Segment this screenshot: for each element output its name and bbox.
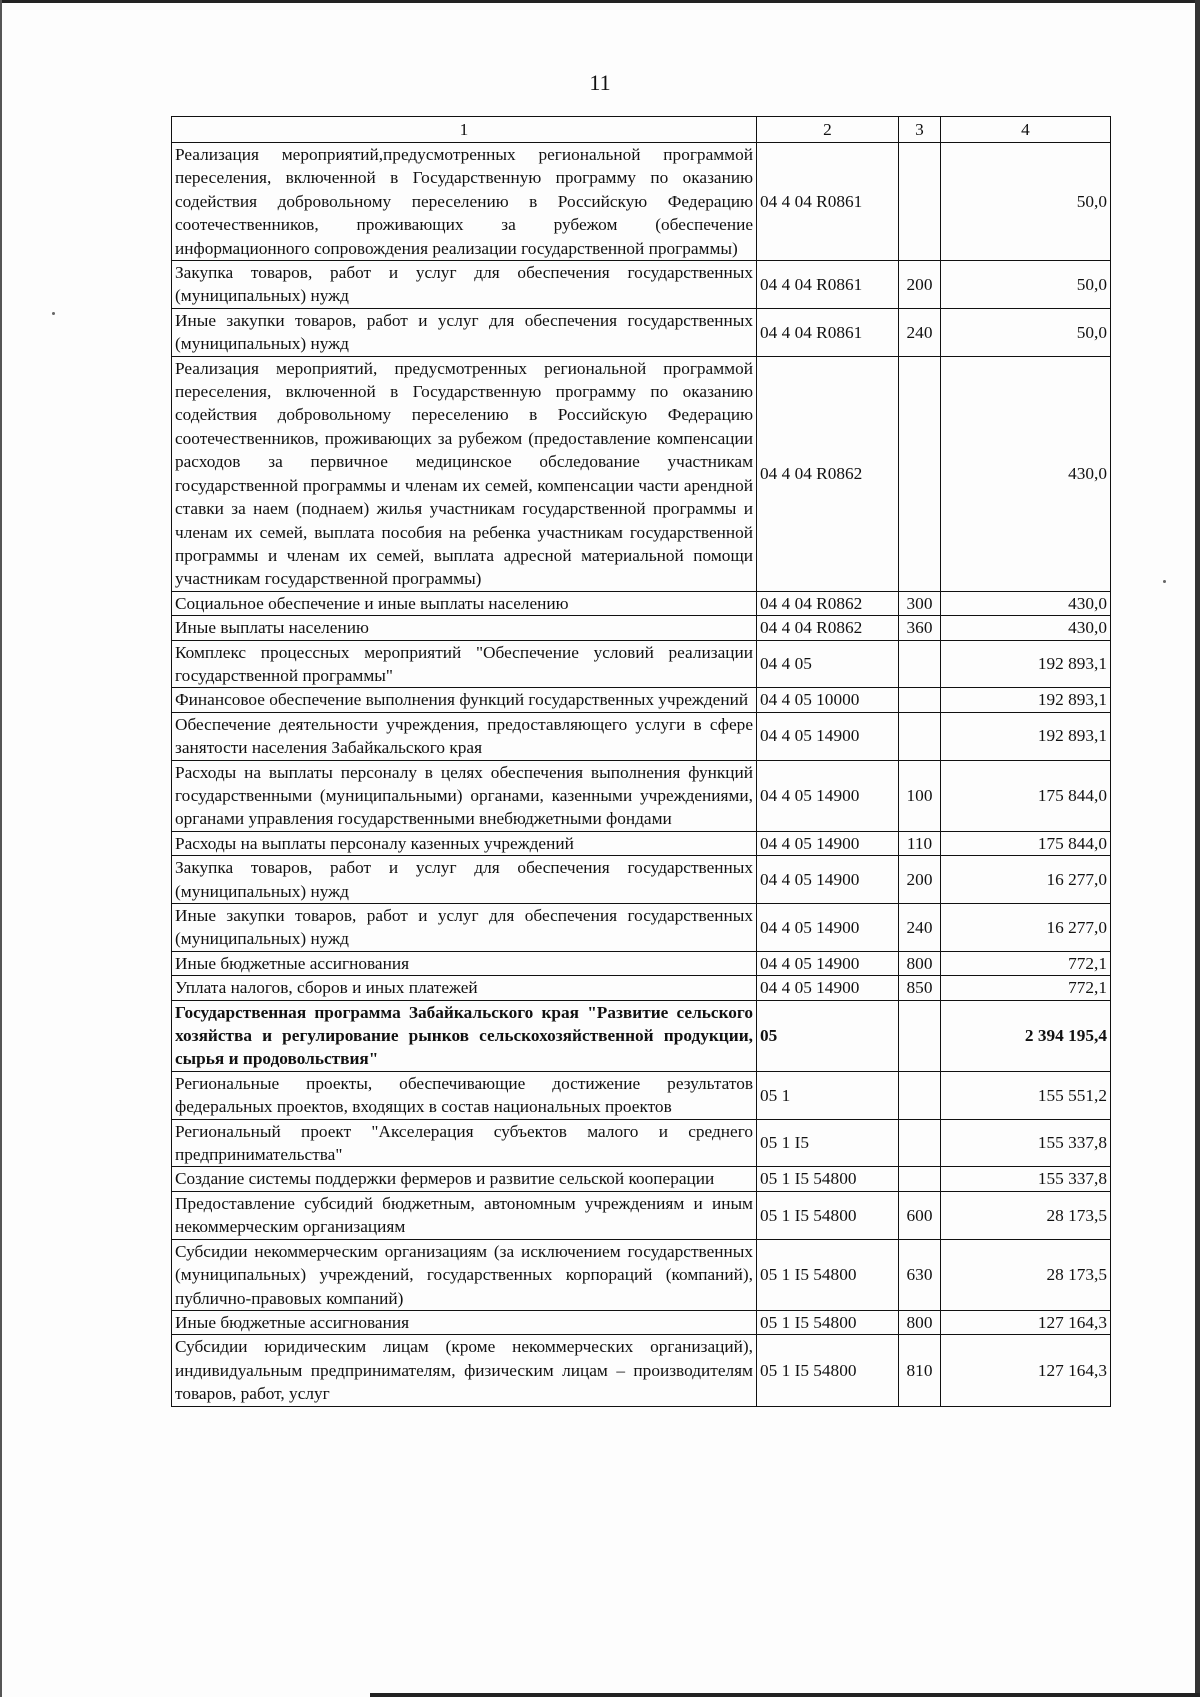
row-expense-type-cell: 240 [899, 308, 941, 356]
row-expense-type-cell: 200 [899, 856, 941, 904]
row-expense-type-cell [899, 1071, 941, 1119]
row-code-cell: 04 4 04 R0861 [757, 143, 899, 261]
column-header-1: 1 [172, 117, 757, 143]
row-amount-cell: 772,1 [941, 976, 1111, 1000]
row-amount-cell: 155 337,8 [941, 1119, 1111, 1167]
row-name-cell: Финансовое обеспечение выполнения функций государственных учреждений [172, 688, 757, 712]
row-name-cell: Иные закупки товаров, работ и услуг для обеспечения государственных (муниципальных) нужд [172, 308, 757, 356]
row-expense-type-cell: 110 [899, 831, 941, 855]
column-header-4: 4 [941, 117, 1111, 143]
row-name-cell: Региональный проект "Акселерация субъектов малого и среднего предпринимательства" [172, 1119, 757, 1167]
row-expense-type-cell: 200 [899, 261, 941, 309]
row-code-cell: 04 4 05 10000 [757, 688, 899, 712]
row-amount-cell: 28 173,5 [941, 1239, 1111, 1310]
row-code-cell: 05 1 I5 54800 [757, 1191, 899, 1239]
table-row [172, 1191, 1111, 1239]
budget-table [171, 116, 1111, 1407]
row-code-cell: 04 4 04 R0861 [757, 308, 899, 356]
row-name-cell: Закупка товаров, работ и услуг для обеспечения государственных (муниципальных) нужд [172, 261, 757, 309]
row-expense-type-cell: 810 [899, 1335, 941, 1406]
table-row [172, 1119, 1111, 1167]
row-name-cell: Обеспечение деятельности учреждения, предоставляющего услуги в сфере занятости населения Забайкальского края [172, 712, 757, 760]
table-row [172, 640, 1111, 688]
row-name-cell: Предоставление субсидий бюджетным, автономным учреждениям и иным некоммерческим организациям [172, 1191, 757, 1239]
row-amount-cell: 175 844,0 [941, 760, 1111, 831]
table-row [172, 760, 1111, 831]
row-code-cell: 04 4 05 14900 [757, 976, 899, 1000]
table-header-row [172, 117, 1111, 143]
row-amount-cell: 430,0 [941, 616, 1111, 640]
table-row [172, 831, 1111, 855]
row-name-cell: Социальное обеспечение и иные выплаты населению [172, 591, 757, 615]
row-name-cell: Закупка товаров, работ и услуг для обеспечения государственных (муниципальных) нужд [172, 856, 757, 904]
table-row [172, 308, 1111, 356]
table-row [172, 1167, 1111, 1191]
row-name-cell: Субсидии юридическим лицам (кроме некоммерческих организаций), индивидуальным предпринимателям, физическим лицам – производителям товаров, работ, услуг [172, 1335, 757, 1406]
row-amount-cell: 16 277,0 [941, 856, 1111, 904]
table-row [172, 591, 1111, 615]
row-expense-type-cell: 240 [899, 904, 941, 952]
row-expense-type-cell: 300 [899, 591, 941, 615]
row-expense-type-cell [899, 356, 941, 591]
table-row [172, 261, 1111, 309]
row-amount-cell: 28 173,5 [941, 1191, 1111, 1239]
row-amount-cell: 50,0 [941, 261, 1111, 309]
row-code-cell: 05 1 [757, 1071, 899, 1119]
scan-speck [52, 312, 55, 315]
row-amount-cell: 16 277,0 [941, 904, 1111, 952]
row-name-cell: Реализация мероприятий,предусмотренных региональной программой переселения, включенной в Государственную программу по оказанию содействия добровольному переселению в Российскую Федерацию соотечественников, проживающих за рубежом (обеспечение информационного сопровождения реализации государственной программы) [172, 143, 757, 261]
row-code-cell: 04 4 04 R0862 [757, 591, 899, 615]
row-amount-cell: 127 164,3 [941, 1335, 1111, 1406]
scan-speck [1163, 580, 1166, 583]
page-number: 11 [589, 70, 611, 95]
row-amount-cell: 155 551,2 [941, 1071, 1111, 1119]
table-row [172, 1335, 1111, 1406]
row-amount-cell: 430,0 [941, 356, 1111, 591]
table-row [172, 1000, 1111, 1071]
row-name-cell: Создание системы поддержки фермеров и развитие сельской кооперации [172, 1167, 757, 1191]
row-name-cell: Расходы на выплаты персоналу казенных учреждений [172, 831, 757, 855]
row-code-cell: 04 4 05 14900 [757, 712, 899, 760]
row-amount-cell: 430,0 [941, 591, 1111, 615]
row-name-cell: Иные выплаты населению [172, 616, 757, 640]
row-code-cell: 05 1 I5 54800 [757, 1167, 899, 1191]
table-row [172, 904, 1111, 952]
row-expense-type-cell [899, 1000, 941, 1071]
row-name-cell: Иные бюджетные ассигнования [172, 951, 757, 975]
scan-edge-top [0, 0, 1200, 3]
row-code-cell: 04 4 05 [757, 640, 899, 688]
table-row [172, 356, 1111, 591]
row-code-cell: 05 1 I5 [757, 1119, 899, 1167]
table-row [172, 951, 1111, 975]
scan-edge-bottom [370, 1693, 1200, 1697]
row-expense-type-cell: 100 [899, 760, 941, 831]
row-amount-cell: 192 893,1 [941, 688, 1111, 712]
row-code-cell: 04 4 04 R0861 [757, 261, 899, 309]
row-code-cell: 05 1 I5 54800 [757, 1239, 899, 1310]
row-code-cell: 04 4 05 14900 [757, 831, 899, 855]
row-code-cell: 05 1 I5 54800 [757, 1310, 899, 1334]
table-row [172, 616, 1111, 640]
table-row [172, 1239, 1111, 1310]
row-code-cell: 05 1 I5 54800 [757, 1335, 899, 1406]
row-code-cell: 05 [757, 1000, 899, 1071]
row-expense-type-cell: 360 [899, 616, 941, 640]
table-row [172, 1310, 1111, 1334]
table-row [172, 976, 1111, 1000]
row-code-cell: 04 4 04 R0862 [757, 616, 899, 640]
row-expense-type-cell [899, 1167, 941, 1191]
row-name-cell: Государственная программа Забайкальского края "Развитие сельского хозяйства и регулирование рынков сельскохозяйственной продукции, сырья и продовольствия" [172, 1000, 757, 1071]
table-row [172, 712, 1111, 760]
row-expense-type-cell [899, 712, 941, 760]
row-amount-cell: 192 893,1 [941, 640, 1111, 688]
row-amount-cell: 175 844,0 [941, 831, 1111, 855]
row-name-cell: Региональные проекты, обеспечивающие достижение результатов федеральных проектов, входящих в состав национальных проектов [172, 1071, 757, 1119]
row-amount-cell: 2 394 195,4 [941, 1000, 1111, 1071]
row-name-cell: Иные закупки товаров, работ и услуг для обеспечения государственных (муниципальных) нужд [172, 904, 757, 952]
row-name-cell: Субсидии некоммерческим организациям (за исключением государственных (муниципальных) учреждений, государственных корпораций (компаний), публично-правовых компаний) [172, 1239, 757, 1310]
row-name-cell: Уплата налогов, сборов и иных платежей [172, 976, 757, 1000]
row-expense-type-cell: 800 [899, 951, 941, 975]
row-code-cell: 04 4 05 14900 [757, 760, 899, 831]
row-amount-cell: 155 337,8 [941, 1167, 1111, 1191]
row-expense-type-cell: 600 [899, 1191, 941, 1239]
row-code-cell: 04 4 05 14900 [757, 951, 899, 975]
scan-edge-left [0, 0, 2, 1697]
row-code-cell: 04 4 04 R0862 [757, 356, 899, 591]
row-expense-type-cell [899, 640, 941, 688]
row-name-cell: Иные бюджетные ассигнования [172, 1310, 757, 1334]
column-header-2: 2 [757, 117, 899, 143]
table-row [172, 143, 1111, 261]
row-name-cell: Комплекс процессных мероприятий "Обеспечение условий реализации государственной программы" [172, 640, 757, 688]
row-amount-cell: 772,1 [941, 951, 1111, 975]
row-name-cell: Реализация мероприятий, предусмотренных региональной программой переселения, включенной в Государственную программу по оказанию содействия добровольному переселению в Российскую Федерацию соотечественников, проживающих за рубежом (предоставление компенсации расходов за первичное медицинское обследование участникам государственной программы и членам их семей, компенсации части арендной ставки за наем (поднаем) жилья участникам государственной программы и членам их семей, выплата пособия на ребенка участникам государственной программы и членам их семей, выплата адресной материальной помощи участникам государственной программы) [172, 356, 757, 591]
table-row [172, 688, 1111, 712]
row-name-cell: Расходы на выплаты персоналу в целях обеспечения выполнения функций государственными (муниципальными) органами, казенными учреждениями, органами управления государственными внебюджетными фондами [172, 760, 757, 831]
row-expense-type-cell: 800 [899, 1310, 941, 1334]
row-expense-type-cell [899, 1119, 941, 1167]
table-row [172, 1071, 1111, 1119]
row-amount-cell: 192 893,1 [941, 712, 1111, 760]
row-amount-cell: 50,0 [941, 143, 1111, 261]
row-expense-type-cell: 850 [899, 976, 941, 1000]
row-expense-type-cell [899, 143, 941, 261]
row-code-cell: 04 4 05 14900 [757, 904, 899, 952]
scan-edge-right [1195, 0, 1200, 1697]
row-code-cell: 04 4 05 14900 [757, 856, 899, 904]
column-header-3: 3 [899, 117, 941, 143]
table-row [172, 856, 1111, 904]
row-amount-cell: 127 164,3 [941, 1310, 1111, 1334]
row-expense-type-cell: 630 [899, 1239, 941, 1310]
row-expense-type-cell [899, 688, 941, 712]
row-amount-cell: 50,0 [941, 308, 1111, 356]
